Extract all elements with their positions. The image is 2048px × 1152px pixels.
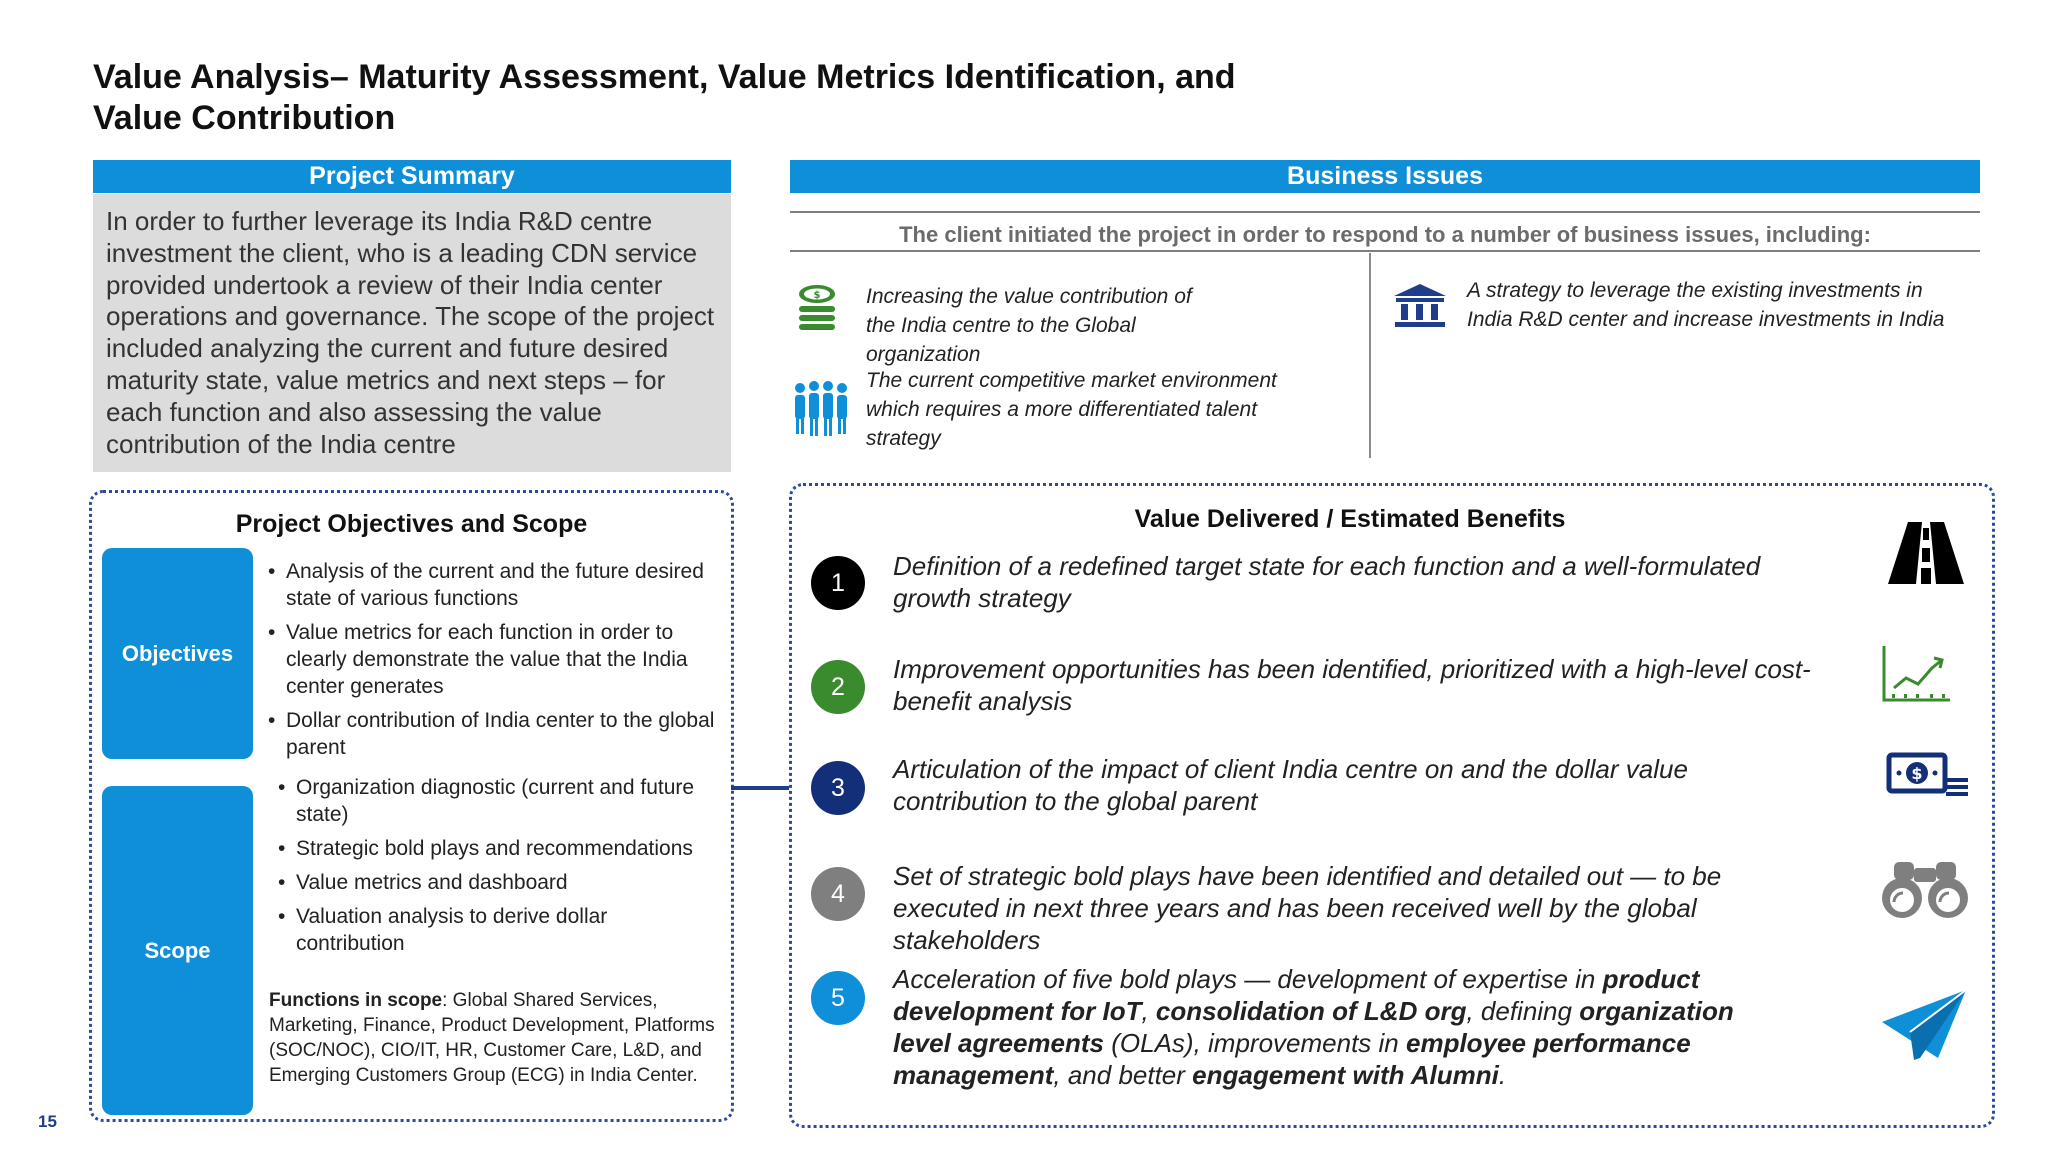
scope-list bbox=[278, 774, 698, 964]
benefit-text-4: Set of strategic bold plays have been identified and detailed out — to be executed in next three years and has been received well by the global stakeholders bbox=[893, 861, 1722, 955]
road-icon bbox=[1886, 520, 1966, 586]
benefit-text-5 bbox=[893, 963, 1793, 1091]
benefit-text-5-part: employee performance management bbox=[893, 1028, 1691, 1090]
objectives-scope-heading: Project Objectives and Scope bbox=[235, 510, 588, 538]
list-item: • Value metrics and dashboard bbox=[278, 869, 698, 896]
benefit-text-5-part: , and better bbox=[1053, 1060, 1193, 1090]
page-title bbox=[93, 57, 1393, 139]
money-stack-icon bbox=[792, 282, 844, 334]
connector-line bbox=[731, 786, 789, 790]
benefit-text-5-part: Acceleration of five bold plays — development of expertise in bbox=[893, 964, 1603, 994]
divider bbox=[790, 250, 1980, 252]
scope-label: Scope bbox=[102, 786, 253, 1115]
project-summary-banner: Project Summary bbox=[93, 160, 731, 193]
benefit-text-5-part: engagement with Alumni bbox=[1192, 1060, 1499, 1090]
project-summary-text: In order to further leverage its India R&D centre investment the client, who is a leading CDN service provided undertook a review of their India center operations and governance. The scope of the project included analyzing the current and future desired maturity state, value metrics and next steps – for each function and also assessing the value contribution of the India centre bbox=[93, 194, 731, 472]
business-issue-2: The current competitive market environment which requires a more differentiated talent strategy bbox=[866, 369, 1277, 450]
list-item: • Strategic bold plays and recommendations bbox=[278, 835, 698, 862]
objectives-list bbox=[268, 558, 728, 768]
business-issues-subheading: The client initiated the project in order to respond to a number of business issues, including: bbox=[899, 222, 1871, 247]
binoculars-icon bbox=[1880, 858, 1970, 922]
benefit-text-5-part: consolidation of L&D org bbox=[1155, 996, 1467, 1026]
functions-in-scope-label: Functions in scope bbox=[269, 990, 443, 1011]
list-item: • Value metrics for each function in order to clearly demonstrate the value that the India center generates bbox=[268, 619, 728, 700]
benefit-number-4: 4 bbox=[811, 867, 865, 921]
functions-in-scope bbox=[269, 988, 724, 1088]
bank-building-icon bbox=[1392, 282, 1448, 330]
benefit-number-3: 3 bbox=[811, 761, 865, 815]
people-group-icon bbox=[790, 380, 852, 438]
page-number: 15 bbox=[38, 1112, 57, 1131]
benefit-text-5-part: organization level agreements bbox=[893, 996, 1734, 1058]
business-issues-banner: Business Issues bbox=[790, 160, 1980, 193]
list-item: • Analysis of the current and the future desired state of various functions bbox=[268, 558, 728, 612]
benefit-text-2: Improvement opportunities has been identified, prioritized with a high-level cost-benefit analysis bbox=[893, 654, 1811, 716]
column-divider bbox=[1369, 253, 1371, 458]
business-issue-1: Increasing the value contribution of the India centre to the Global organization bbox=[866, 285, 1192, 366]
business-issue-3: A strategy to leverage the existing investments in India R&D center and increase investments in India bbox=[1467, 279, 1945, 331]
benefit-text-5-part: product development for IoT bbox=[893, 964, 1700, 1026]
benefit-text-5-part: , bbox=[1141, 996, 1156, 1026]
value-delivered-heading: Value Delivered / Estimated Benefits bbox=[1134, 505, 1566, 533]
svg-text:$: $ bbox=[813, 290, 821, 301]
benefit-text-5-part: (OLAs), improvements in bbox=[1104, 1028, 1406, 1058]
benefit-text-1: Definition of a redefined target state for each function and a well-formulated growth strategy bbox=[893, 551, 1761, 613]
benefit-number-2: 2 bbox=[811, 660, 865, 714]
svg-text:$: $ bbox=[1911, 764, 1923, 783]
growth-chart-icon bbox=[1880, 642, 1954, 706]
list-item: • Dollar contribution of India center to the global parent bbox=[268, 707, 728, 761]
page-title-line-1: Value Analysis– Maturity Assessment, Value Metrics Identification, and bbox=[93, 58, 1236, 96]
objectives-label: Objectives bbox=[102, 548, 253, 759]
divider bbox=[790, 211, 1980, 213]
list-item: • Valuation analysis to derive dollar contribution bbox=[278, 903, 698, 957]
page-title-line-2: Value Contribution bbox=[93, 99, 396, 137]
benefit-number-1: 1 bbox=[811, 556, 865, 610]
paper-plane-icon bbox=[1880, 988, 1970, 1064]
benefit-number-5: 5 bbox=[811, 971, 865, 1025]
benefit-text-3: Articulation of the impact of client India centre on and the dollar value contribution to the global parent bbox=[893, 754, 1688, 816]
dollar-bill-icon bbox=[1886, 752, 1970, 802]
functions-in-scope-text: : Global Shared Services, Marketing, Finance, Product Development, Platforms (SOC/NOC), CIO/IT, HR, Customer Care, L&D, and Emerging Customers Group (ECG) in India Center. bbox=[269, 990, 715, 1086]
benefit-text-5-part: , defining bbox=[1466, 996, 1580, 1026]
benefit-text-5-part: . bbox=[1498, 1060, 1507, 1090]
list-item: • Organization diagnostic (current and future state) bbox=[278, 774, 698, 828]
